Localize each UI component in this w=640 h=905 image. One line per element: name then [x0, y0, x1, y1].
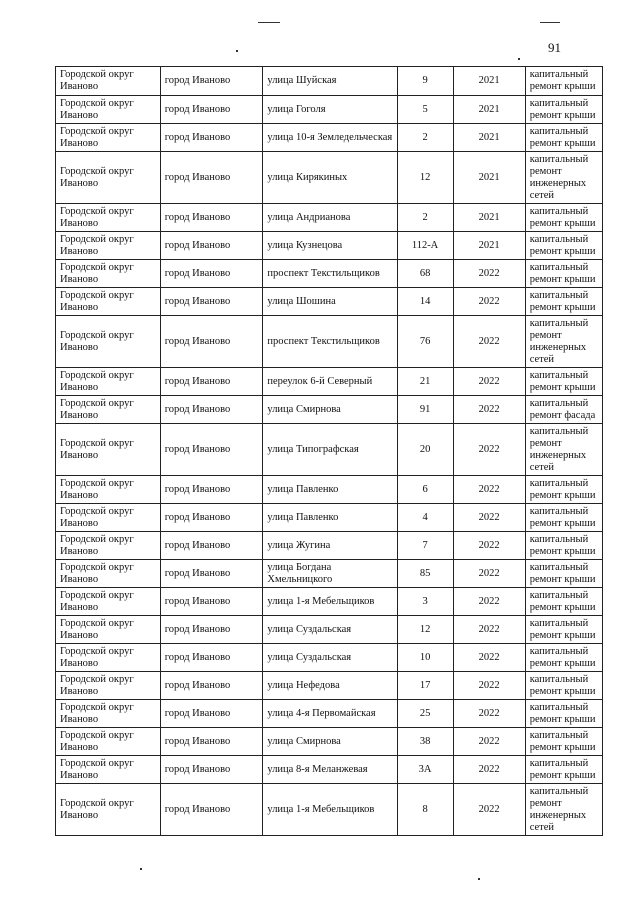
city-cell: город Иваново: [160, 316, 263, 368]
work-type-cell: капитальный ремонт крыши: [525, 728, 602, 756]
year-cell: 2022: [453, 316, 525, 368]
year-cell: 2022: [453, 616, 525, 644]
year-cell: 2022: [453, 288, 525, 316]
street-cell: улица 10-я Земледельческая: [263, 124, 397, 152]
street-cell: улица 1-я Мебельщиков: [263, 588, 397, 616]
house-cell: 12: [397, 152, 453, 204]
street-cell: улица Гоголя: [263, 96, 397, 124]
district-cell: Городской округ Иваново: [56, 700, 161, 728]
city-cell: город Иваново: [160, 124, 263, 152]
street-cell: улица Нефедова: [263, 672, 397, 700]
house-cell: 9: [397, 67, 453, 96]
district-cell: Городской округ Иваново: [56, 368, 161, 396]
house-cell: 25: [397, 700, 453, 728]
table-row: [56, 260, 603, 288]
work-type-cell: капитальный ремонт крыши: [525, 368, 602, 396]
house-cell: 20: [397, 424, 453, 476]
street-cell: проспект Текстильщиков: [263, 316, 397, 368]
street-cell: улица 4-я Первомайская: [263, 700, 397, 728]
table-row: [56, 368, 603, 396]
table-row: [56, 152, 603, 204]
city-cell: город Иваново: [160, 504, 263, 532]
house-cell: 68: [397, 260, 453, 288]
street-cell: улица Типографская: [263, 424, 397, 476]
year-cell: 2021: [453, 124, 525, 152]
district-cell: Городской округ Иваново: [56, 476, 161, 504]
district-cell: Городской округ Иваново: [56, 560, 161, 588]
table-row: [56, 728, 603, 756]
house-cell: 3А: [397, 756, 453, 784]
city-cell: город Иваново: [160, 67, 263, 96]
year-cell: 2022: [453, 504, 525, 532]
table-row: [56, 124, 603, 152]
district-cell: Городской округ Иваново: [56, 532, 161, 560]
year-cell: 2022: [453, 728, 525, 756]
street-cell: улица Андрианова: [263, 204, 397, 232]
street-cell: улица Жугина: [263, 532, 397, 560]
city-cell: город Иваново: [160, 288, 263, 316]
district-cell: Городской округ Иваново: [56, 124, 161, 152]
table-body: [56, 67, 603, 836]
house-cell: 21: [397, 368, 453, 396]
table-row: [56, 396, 603, 424]
year-cell: 2022: [453, 756, 525, 784]
table-row: [56, 672, 603, 700]
house-cell: 7: [397, 532, 453, 560]
city-cell: город Иваново: [160, 96, 263, 124]
year-cell: 2022: [453, 700, 525, 728]
table-row: [56, 784, 603, 836]
street-cell: улица 8-я Меланжевая: [263, 756, 397, 784]
district-cell: Городской округ Иваново: [56, 504, 161, 532]
work-type-cell: капитальный ремонт крыши: [525, 96, 602, 124]
street-cell: улица Шуйская: [263, 67, 397, 96]
district-cell: Городской округ Иваново: [56, 396, 161, 424]
city-cell: город Иваново: [160, 616, 263, 644]
district-cell: Городской округ Иваново: [56, 728, 161, 756]
work-type-cell: капитальный ремонт крыши: [525, 532, 602, 560]
street-cell: улица Павленко: [263, 476, 397, 504]
city-cell: город Иваново: [160, 756, 263, 784]
house-cell: 10: [397, 644, 453, 672]
table-row: [56, 532, 603, 560]
city-cell: город Иваново: [160, 644, 263, 672]
work-type-cell: капитальный ремонт крыши: [525, 756, 602, 784]
table-row: [56, 700, 603, 728]
work-type-cell: капитальный ремонт крыши: [525, 700, 602, 728]
year-cell: 2022: [453, 672, 525, 700]
table-row: [56, 560, 603, 588]
street-cell: улица Павленко: [263, 504, 397, 532]
work-type-cell: капитальный ремонт инженерных сетей: [525, 152, 602, 204]
district-cell: Городской округ Иваново: [56, 644, 161, 672]
district-cell: Городской округ Иваново: [56, 96, 161, 124]
street-cell: улица Кузнецова: [263, 232, 397, 260]
street-cell: улица Смирнова: [263, 728, 397, 756]
work-type-cell: капитальный ремонт крыши: [525, 504, 602, 532]
year-cell: 2022: [453, 396, 525, 424]
year-cell: 2022: [453, 560, 525, 588]
year-cell: 2021: [453, 67, 525, 96]
house-cell: 85: [397, 560, 453, 588]
work-type-cell: капитальный ремонт крыши: [525, 67, 602, 96]
district-cell: Городской округ Иваново: [56, 588, 161, 616]
house-cell: 12: [397, 616, 453, 644]
street-cell: улица 1-я Мебельщиков: [263, 784, 397, 836]
work-type-cell: капитальный ремонт крыши: [525, 644, 602, 672]
city-cell: город Иваново: [160, 424, 263, 476]
work-type-cell: капитальный ремонт крыши: [525, 260, 602, 288]
year-cell: 2021: [453, 232, 525, 260]
house-cell: 4: [397, 504, 453, 532]
house-cell: 3: [397, 588, 453, 616]
city-cell: город Иваново: [160, 784, 263, 836]
table-row: [56, 616, 603, 644]
year-cell: 2022: [453, 532, 525, 560]
house-cell: 17: [397, 672, 453, 700]
street-cell: улица Суздальская: [263, 644, 397, 672]
city-cell: город Иваново: [160, 232, 263, 260]
city-cell: город Иваново: [160, 204, 263, 232]
table-row: [56, 588, 603, 616]
street-cell: улица Суздальская: [263, 616, 397, 644]
year-cell: 2022: [453, 260, 525, 288]
table-row: [56, 204, 603, 232]
city-cell: город Иваново: [160, 700, 263, 728]
street-cell: проспект Текстильщиков: [263, 260, 397, 288]
table-row: [56, 424, 603, 476]
table-row: [56, 96, 603, 124]
work-type-cell: капитальный ремонт крыши: [525, 616, 602, 644]
district-cell: Городской округ Иваново: [56, 672, 161, 700]
work-type-cell: капитальный ремонт крыши: [525, 476, 602, 504]
city-cell: город Иваново: [160, 728, 263, 756]
house-cell: 8: [397, 784, 453, 836]
scan-mark: [258, 22, 280, 23]
work-type-cell: капитальный ремонт крыши: [525, 560, 602, 588]
table-row: [56, 288, 603, 316]
table-row: [56, 232, 603, 260]
house-cell: 6: [397, 476, 453, 504]
year-cell: 2021: [453, 152, 525, 204]
work-type-cell: капитальный ремонт крыши: [525, 672, 602, 700]
scan-mark: [540, 22, 560, 23]
street-cell: улица Шошина: [263, 288, 397, 316]
year-cell: 2022: [453, 424, 525, 476]
scan-mark: [140, 868, 142, 870]
district-cell: Городской округ Иваново: [56, 152, 161, 204]
work-type-cell: капитальный ремонт инженерных сетей: [525, 316, 602, 368]
city-cell: город Иваново: [160, 368, 263, 396]
city-cell: город Иваново: [160, 396, 263, 424]
district-cell: Городской округ Иваново: [56, 67, 161, 96]
city-cell: город Иваново: [160, 152, 263, 204]
district-cell: Городской округ Иваново: [56, 204, 161, 232]
street-cell: улица Кирякиных: [263, 152, 397, 204]
house-cell: 5: [397, 96, 453, 124]
work-type-cell: капитальный ремонт инженерных сетей: [525, 424, 602, 476]
house-cell: 2: [397, 204, 453, 232]
work-type-cell: капитальный ремонт крыши: [525, 588, 602, 616]
district-cell: Городской округ Иваново: [56, 316, 161, 368]
district-cell: Городской округ Иваново: [56, 232, 161, 260]
house-cell: 2: [397, 124, 453, 152]
street-cell: улица Смирнова: [263, 396, 397, 424]
page-number: 91: [548, 40, 561, 55]
street-cell: улица Богдана Хмельницкого: [263, 560, 397, 588]
work-type-cell: капитальный ремонт крыши: [525, 232, 602, 260]
house-cell: 14: [397, 288, 453, 316]
table-row: [56, 504, 603, 532]
year-cell: 2022: [453, 784, 525, 836]
year-cell: 2022: [453, 644, 525, 672]
city-cell: город Иваново: [160, 476, 263, 504]
district-cell: Городской округ Иваново: [56, 756, 161, 784]
city-cell: город Иваново: [160, 672, 263, 700]
table-row: [56, 644, 603, 672]
scan-mark: [518, 58, 520, 60]
year-cell: 2021: [453, 96, 525, 124]
city-cell: город Иваново: [160, 532, 263, 560]
work-type-cell: капитальный ремонт фасада: [525, 396, 602, 424]
district-cell: Городской округ Иваново: [56, 784, 161, 836]
address-table: [55, 66, 603, 836]
table-row: [56, 316, 603, 368]
work-type-cell: капитальный ремонт крыши: [525, 288, 602, 316]
house-cell: 91: [397, 396, 453, 424]
district-cell: Городской округ Иваново: [56, 288, 161, 316]
work-type-cell: капитальный ремонт инженерных сетей: [525, 784, 602, 836]
house-cell: 38: [397, 728, 453, 756]
year-cell: 2022: [453, 476, 525, 504]
scan-mark: [478, 878, 480, 880]
year-cell: 2022: [453, 588, 525, 616]
house-cell: 112-А: [397, 232, 453, 260]
work-type-cell: капитальный ремонт крыши: [525, 124, 602, 152]
house-cell: 76: [397, 316, 453, 368]
city-cell: город Иваново: [160, 560, 263, 588]
table-row: [56, 756, 603, 784]
street-cell: переулок 6-й Северный: [263, 368, 397, 396]
district-cell: Городской округ Иваново: [56, 260, 161, 288]
year-cell: 2021: [453, 204, 525, 232]
scan-mark: [236, 50, 238, 52]
city-cell: город Иваново: [160, 588, 263, 616]
city-cell: город Иваново: [160, 260, 263, 288]
year-cell: 2022: [453, 368, 525, 396]
work-type-cell: капитальный ремонт крыши: [525, 204, 602, 232]
district-cell: Городской округ Иваново: [56, 616, 161, 644]
district-cell: Городской округ Иваново: [56, 424, 161, 476]
table-row: [56, 476, 603, 504]
table-row: [56, 67, 603, 96]
